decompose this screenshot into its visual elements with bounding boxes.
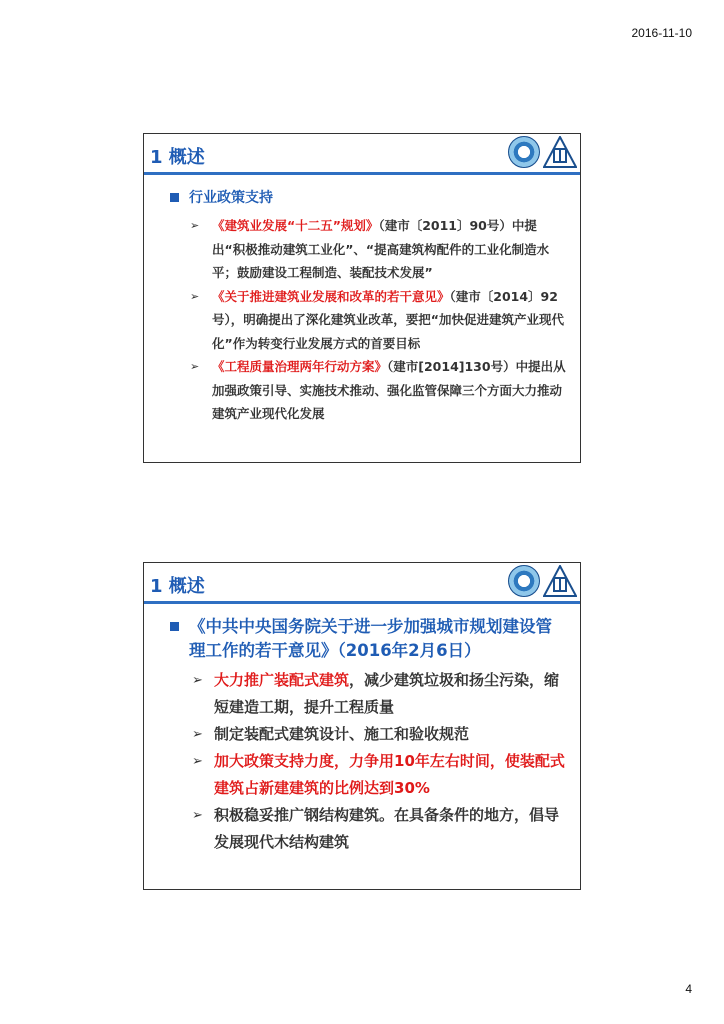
arrow-bullet-icon: ➢ [192,808,203,823]
square-bullet-icon [170,193,179,202]
arrow-bullet-icon: ➢ [190,289,200,303]
slide-header [144,563,580,604]
arrow-bullet-icon: ➢ [190,219,200,232]
list-item: ➢ 积极稳妥推广钢结构建筑。在具备条件的地方，倡导发展现代木结构建筑 [192,802,566,856]
list-item: ➢ 《工程质量治理两年行动方案》（建市[2014]130号）中提出从加强政策引导、实施技术推动、强化监管保障三个方面大力推动建筑产业现代化发展 [190,355,566,426]
list-item: ➢ 加大政策支持力度，力争用10年左右时间，使装配式建筑占新建建筑的比例达到30% [192,748,566,802]
university-seal-logo [508,565,540,597]
page-date: 2016-11-10 [631,26,692,40]
square-bullet-icon [170,622,179,631]
list-item: ➢ 制定装配式建筑设计、施工和验收规范 [192,721,566,748]
list-item: ➢ 大力推广装配式建筑，减少建筑垃圾和扬尘污染，缩短建造工期，提升工程质量 [192,667,566,721]
slide-title: 1 概述 [150,576,205,597]
arrow-bullet-icon: ➢ [192,727,203,742]
university-seal-logo [508,136,540,168]
page-number: 4 [685,982,692,996]
arrow-bullet-icon: ➢ [192,673,203,688]
list-item: ➢ 《关于推进建筑业发展和改革的若干意见》（建市〔2014〕92号），明确提出了深化建筑业改革，要把“加快促进建筑产业现代化”作为转变行业发展方式的首要目标 [190,285,566,356]
slide-header [144,134,580,175]
arrow-bullet-icon: ➢ [190,360,200,373]
arrow-bullet-icon: ➢ [192,754,203,769]
slide-1 [143,133,581,463]
triangle-emblem-logo [543,136,577,168]
section-heading: 《中共中央国务院关于进一步加强城市规划建设管理工作的若干意见》（2016年2月6日） [170,615,566,663]
logo-group [508,136,577,168]
list-item: ➢ 《建筑业发展“十二五”规划》（建市〔2011〕90号）中提出“积极推动建筑工业化”、“提高建筑构配件的工业化制造水平；鼓励建设工程制造、装配技术发展” [190,214,566,285]
logo-group [508,565,577,597]
triangle-emblem-logo [543,565,577,597]
section-heading: 行业政策支持 [170,188,566,208]
slide-2 [143,562,581,890]
slide-title: 1 概述 [150,147,205,168]
